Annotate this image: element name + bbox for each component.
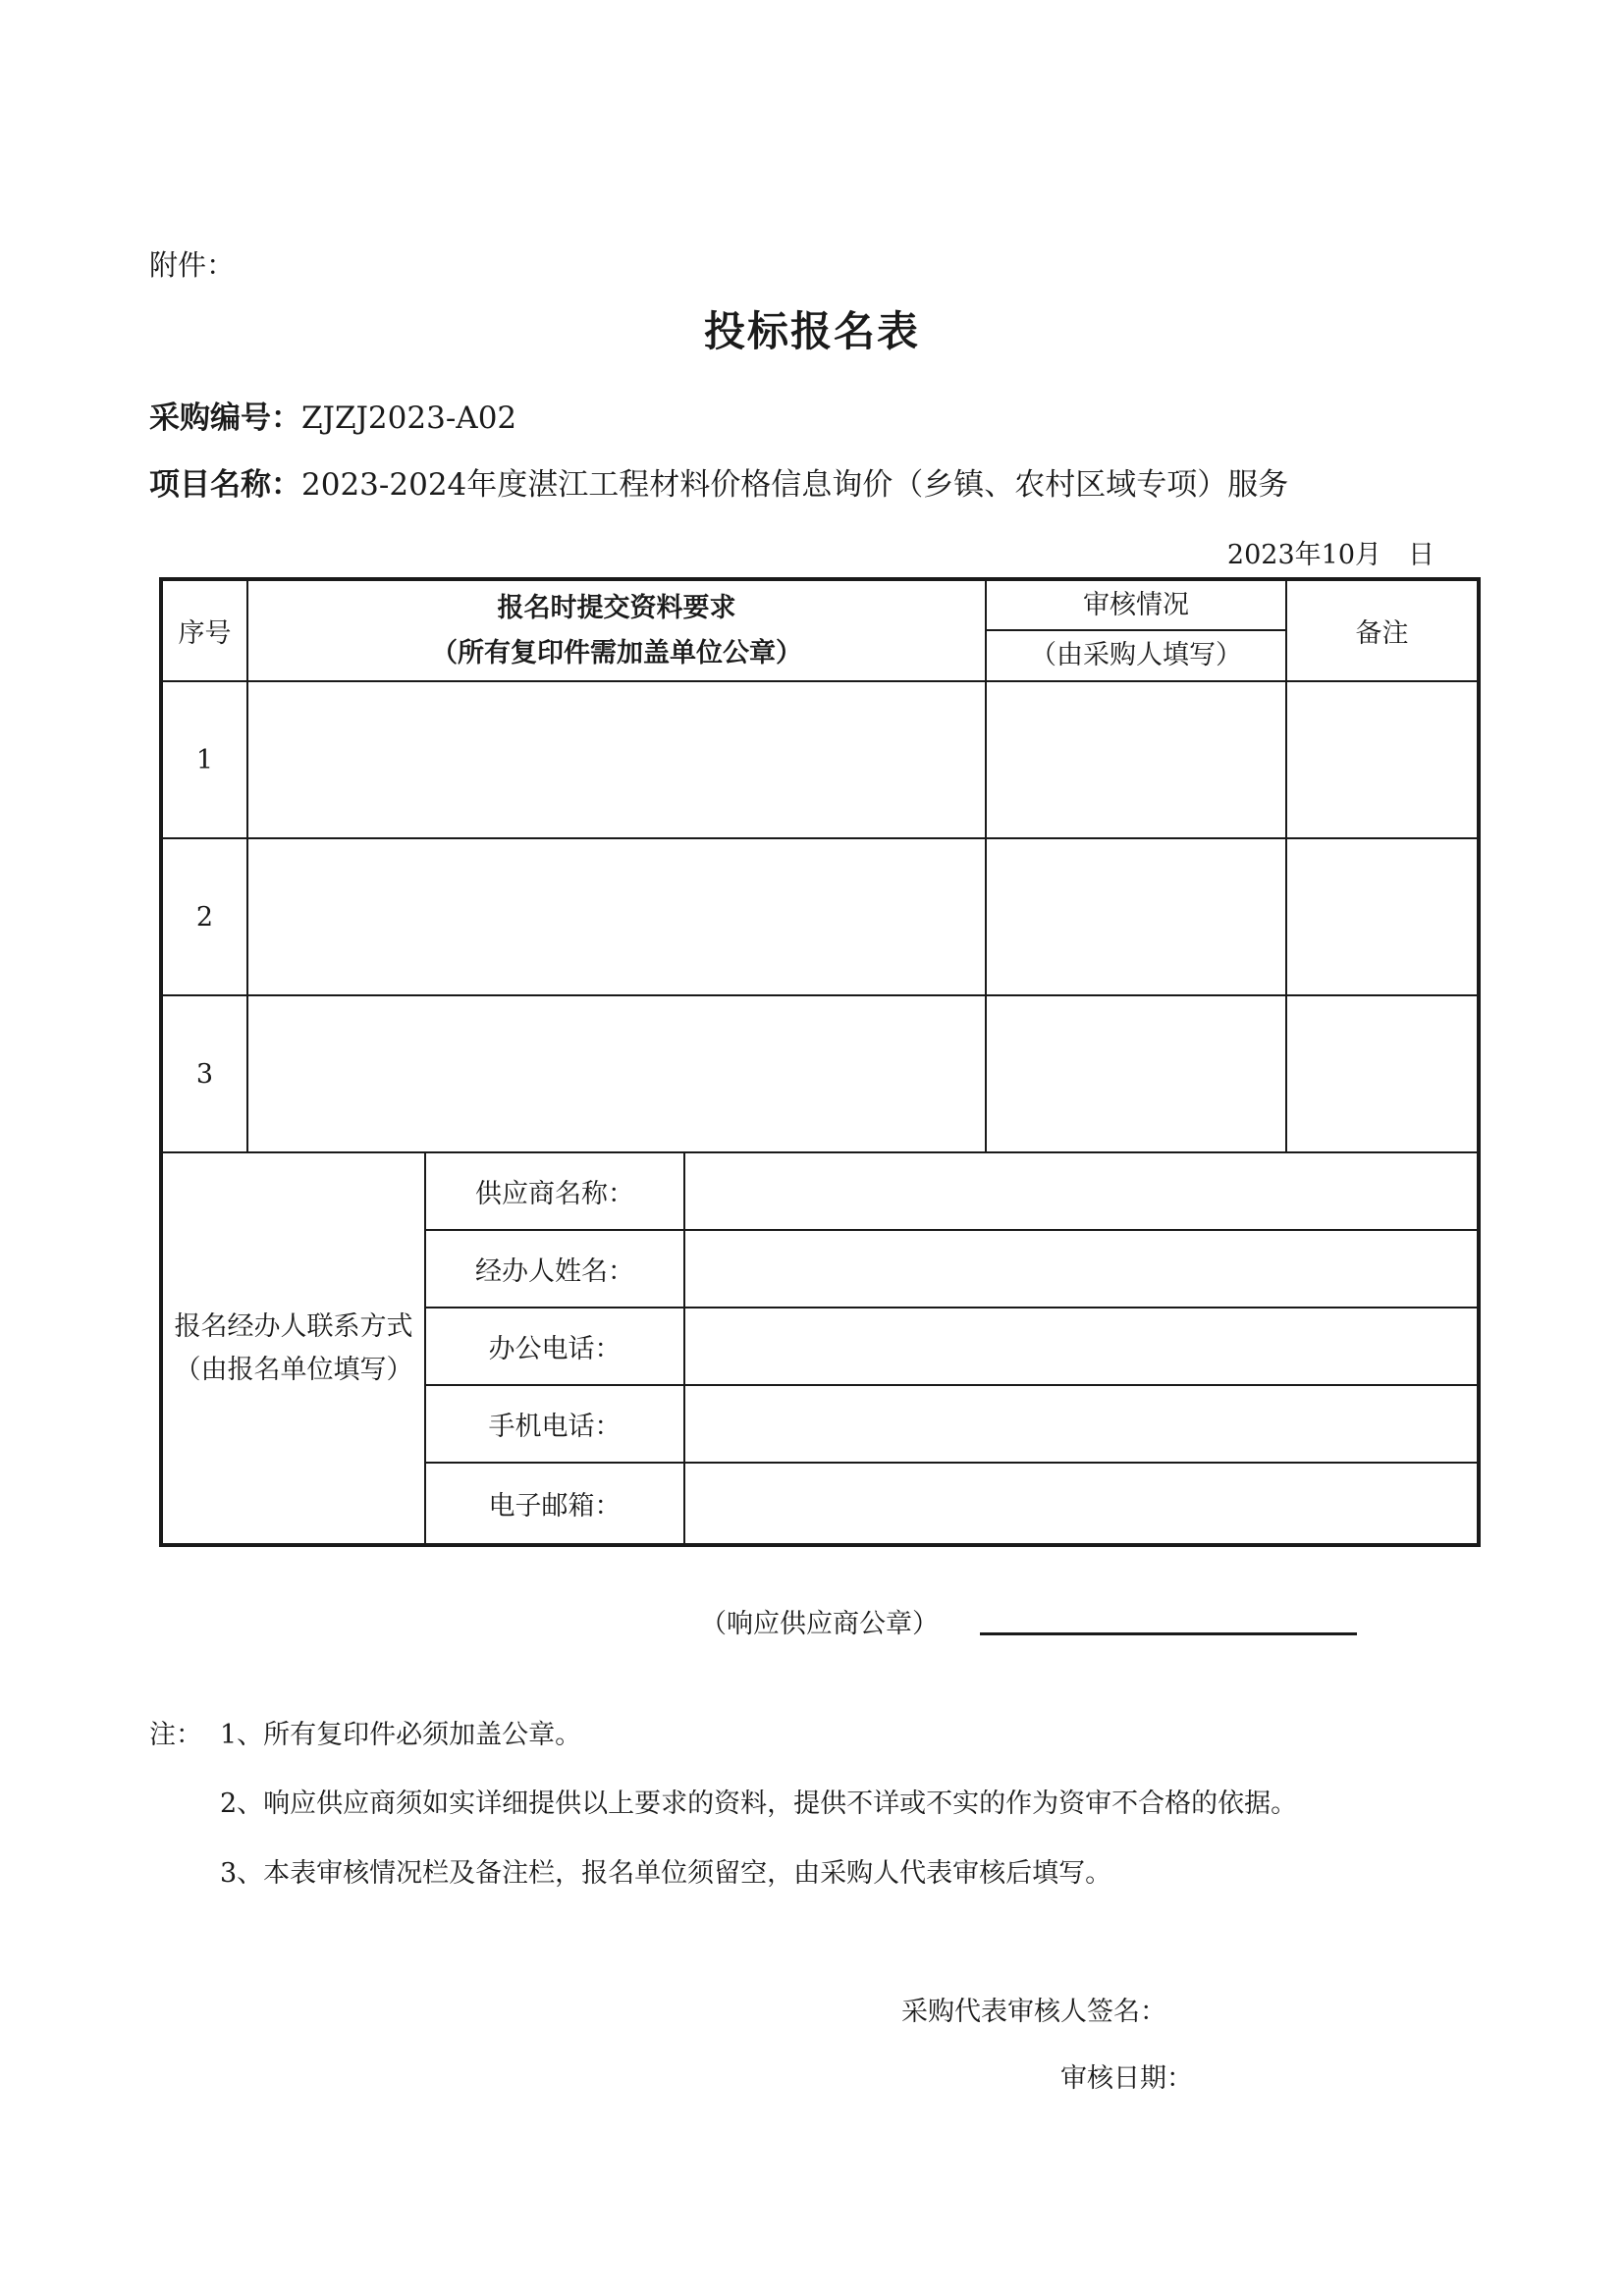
remark-cell[interactable]: [1286, 838, 1479, 995]
header-review-note: （由采购人填写）: [986, 630, 1286, 681]
review-cell[interactable]: [986, 995, 1286, 1152]
header-serial-no: 序号: [161, 579, 247, 681]
office-phone-label: 办公电话：: [425, 1308, 684, 1385]
header-requirements-title: 报名时提交资料要求: [497, 592, 736, 623]
note-item: 1、所有复印件必须加盖公章。: [220, 1720, 582, 1750]
project-name-line: [149, 459, 1288, 504]
table-row: [161, 995, 1479, 1152]
header-remark: 备注: [1286, 579, 1479, 681]
mobile-phone-label: 手机电话：: [425, 1385, 684, 1463]
email-label: 电子邮箱：: [425, 1463, 684, 1545]
header-review: 审核情况: [986, 579, 1286, 630]
mobile-phone-field[interactable]: [684, 1385, 1479, 1463]
project-name-value: 2023-2024年度湛江工程材料价格信息询价（乡镇、农村区域专项）服务: [301, 467, 1289, 503]
note-item: 2、响应供应商须如实详细提供以上要求的资料，提供不详或不实的作为资审不合格的依据。: [220, 1789, 1298, 1819]
requirement-cell[interactable]: [247, 681, 986, 838]
review-date-label: 审核日期：: [1060, 2063, 1193, 2094]
contact-section-label: 报名经办人联系方式（由报名单位填写）: [161, 1152, 425, 1545]
supplier-seal-label: （响应供应商公章）: [700, 1609, 939, 1639]
supplier-name-field[interactable]: [684, 1152, 1479, 1230]
email-field[interactable]: [684, 1463, 1479, 1545]
row-number: 1: [161, 681, 247, 838]
supplier-name-label: 供应商名称：: [425, 1152, 684, 1230]
row-number: 2: [161, 838, 247, 995]
row-number: 3: [161, 995, 247, 1152]
agent-name-label: 经办人姓名：: [425, 1230, 684, 1308]
registration-table: [159, 577, 1481, 1547]
seal-signature-line: [980, 1632, 1357, 1635]
header-requirements: [247, 579, 986, 681]
notes-prefix: 注：: [149, 1720, 202, 1750]
review-cell[interactable]: [986, 681, 1286, 838]
remark-cell[interactable]: [1286, 681, 1479, 838]
note-item: 3、本表审核情况栏及备注栏，报名单位须留空，由采购人代表审核后填写。: [220, 1858, 1112, 1889]
attachment-label: 附件：: [149, 248, 236, 282]
table-row: [161, 838, 1479, 995]
form-title: 投标报名表: [703, 307, 920, 355]
office-phone-field[interactable]: [684, 1308, 1479, 1385]
header-requirements-note: （所有复印件需加盖单位公章）: [431, 637, 802, 668]
review-cell[interactable]: [986, 838, 1286, 995]
procurement-number-label: 采购编号：: [149, 400, 301, 436]
project-name-label: 项目名称：: [149, 467, 301, 503]
requirement-cell[interactable]: [247, 995, 986, 1152]
procurement-number-value: ZJZJ2023-A02: [301, 400, 517, 436]
table-row: [161, 681, 1479, 838]
remark-cell[interactable]: [1286, 995, 1479, 1152]
agent-name-field[interactable]: [684, 1230, 1479, 1308]
form-date: 2023年10月 日: [1226, 540, 1435, 570]
procurement-number-line: [149, 393, 516, 437]
reviewer-signature-label: 采购代表审核人签名：: [901, 1997, 1166, 2027]
requirement-cell[interactable]: [247, 838, 986, 995]
